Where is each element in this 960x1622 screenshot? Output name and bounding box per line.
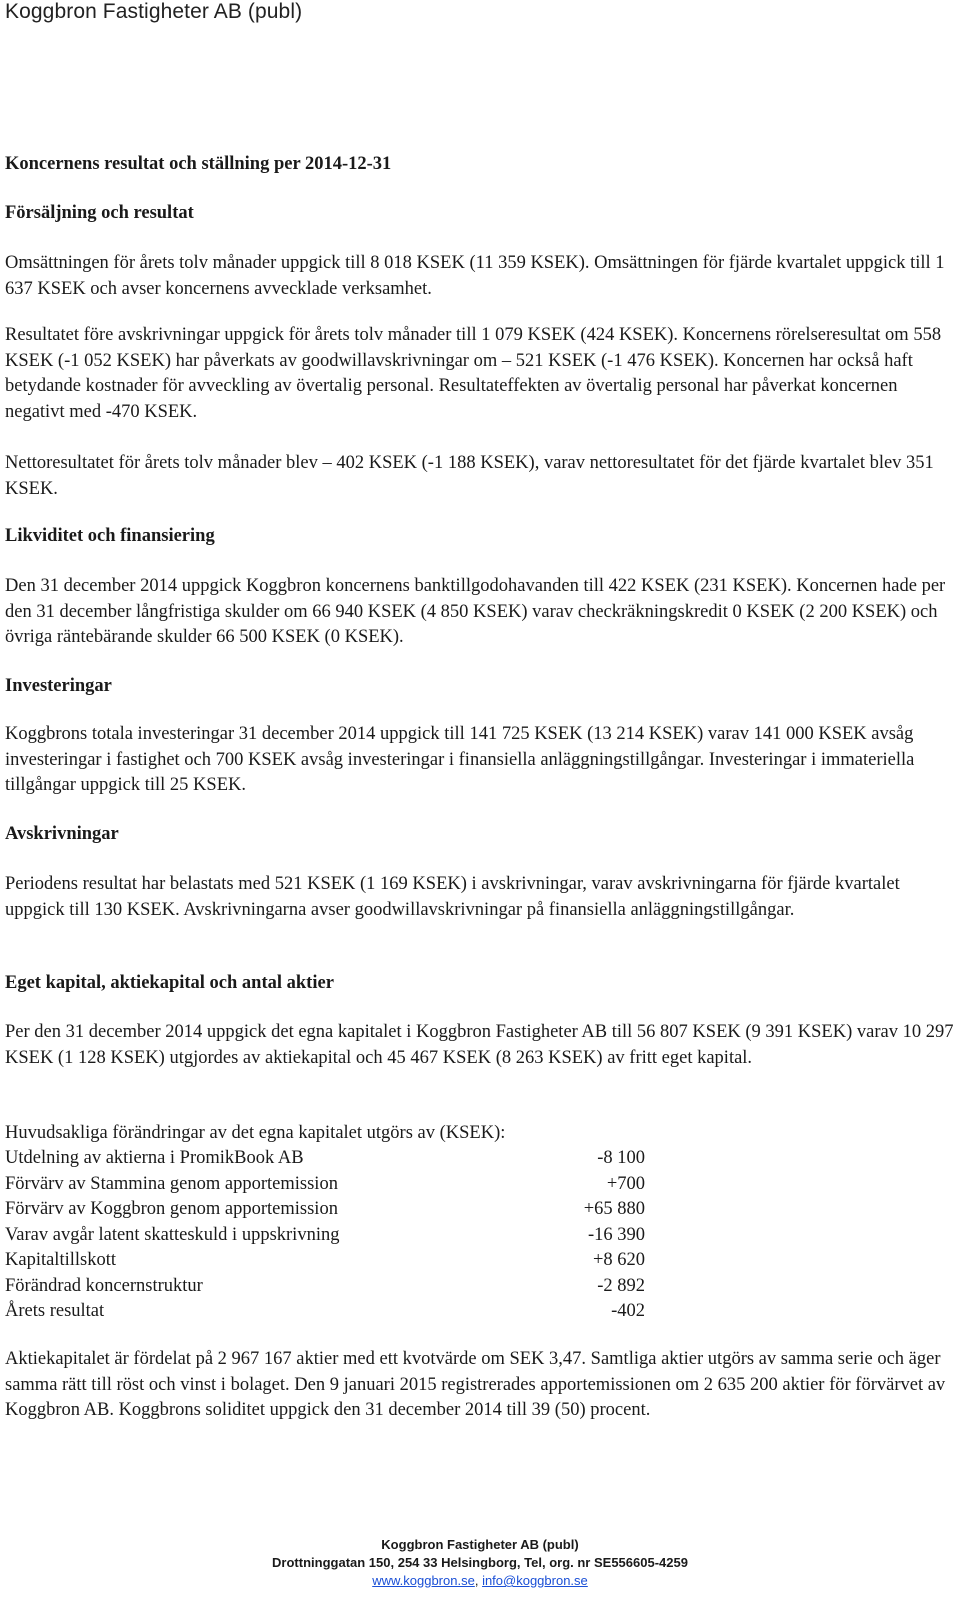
table-row — [5, 1299, 645, 1325]
liquidity-paragraph: Den 31 december 2014 uppgick Koggbron koncernens banktillgodohavanden till 422 KSEK (231 KSEK). Koncernen hade per den 31 december långfristiga skulder om 66 940 KSEK (4 850 KSEK) varav checkräkningskredit 0 KSEK (2 200 KSEK) och övriga räntebärande skulder 66 500 KSEK (0 KSEK). — [5, 576, 946, 647]
equity-paragraph-1: Per den 31 december 2014 uppgick det egna kapitalet i Koggbron Fastigheter AB till 56 807 KSEK (9 391 KSEK) varav 10 297 KSEK (1 128 KSEK) utgjordes av aktiekapital och 45 467 KSEK (8 263 KSEK) av fritt eget kapital. — [5, 1022, 954, 1068]
website-link[interactable]: www.koggbron.se — [372, 1573, 475, 1588]
change-value: -402 — [611, 1301, 645, 1321]
change-value: -16 390 — [587, 1224, 645, 1245]
depreciation-paragraph: Periodens resultat har belastats med 521 KSEK (1 169 KSEK) i avskrivningar, varav avskrivningarna för fjärde kvartalet uppgick till 130 KSEK. Avskrivningarna avser goodwillavskrivningar på finansiella anläggningstillgångar. — [5, 874, 900, 920]
equity-changes-table — [5, 1146, 645, 1325]
table-row — [5, 1197, 645, 1223]
table-row — [5, 1146, 645, 1172]
change-label: Förvärv av Stammina genom apportemission — [5, 1173, 338, 1194]
depreciation-heading: Avskrivningar — [5, 824, 119, 844]
table-row — [5, 1274, 645, 1300]
sales-paragraph-2: Resultatet före avskrivningar uppgick för årets tolv månader till 1 079 KSEK (424 KSEK). Koncernens rörelseresultat om 558 KSEK (-1 052 KSEK) har påverkats av goodwillavskrivningar om – 521 KSEK (-1 476 KSEK). Koncernen har också haft betydande kostnader för avveckling av övertalig personal. Resultateffekten av övertalig personal har påverkat koncernen negativt med -470 KSEK. — [5, 325, 942, 422]
change-label: Förvärv av Koggbron genom apportemission — [5, 1199, 338, 1219]
section-title: Koncernens resultat och ställning per 2014-12-31 — [5, 154, 392, 174]
change-value: +65 880 — [583, 1199, 645, 1219]
equity-heading: Eget kapital, aktiekapital och antal aktier — [5, 973, 334, 993]
footer-address: Drottninggatan 150, 254 33 Helsingborg, Tel, org. nr SE556605-4259 — [272, 1555, 688, 1570]
table-row — [5, 1172, 645, 1198]
link-separator: , — [474, 1573, 483, 1588]
table-row — [5, 1248, 645, 1274]
footer-links — [0, 1572, 960, 1590]
investments-heading: Investeringar — [5, 676, 112, 696]
table-row — [5, 1223, 645, 1249]
equity-paragraph-2: Aktiekapitalet är fördelat på 2 967 167 aktier med ett kvotvärde om SEK 3,47. Samtliga aktier utgörs av samma serie och äger samma rätt till röst och vinst i bolaget. Den 9 januari 2015 registrerades apportemissionen om 2 635 200 aktier för förvärvet av Koggbron AB. Koggbrons soliditet uppgick den 31 december 2014 till 39 (50) procent. — [5, 1349, 946, 1420]
change-label: Utdelning av aktierna i PromikBook AB — [5, 1148, 304, 1168]
change-label: Årets resultat — [5, 1301, 105, 1321]
footer-company: Koggbron Fastigheter AB (publ) — [381, 1537, 579, 1552]
change-label: Varav avgår latent skatteskuld i uppskrivning — [5, 1224, 340, 1245]
sales-paragraph-1: Omsättningen för årets tolv månader uppgick till 8 018 KSEK (11 359 KSEK). Omsättningen för fjärde kvartalet uppgick till 1 637 KSEK och avser koncernens avvecklade verksamhet. — [5, 253, 945, 299]
change-value: +8 620 — [592, 1250, 645, 1270]
change-value: +700 — [606, 1173, 645, 1194]
page-footer — [0, 1536, 960, 1590]
document-header: Koggbron Fastigheter AB (publ) — [5, 0, 303, 23]
change-value: -2 892 — [597, 1275, 645, 1296]
investments-paragraph: Koggbrons totala investeringar 31 december 2014 uppgick till 141 725 KSEK (13 214 KSEK) varav 141 000 KSEK avsåg investeringar i fastighet och 700 KSEK avsåg investeringar i finansiella anläggningstillgångar. Investeringar i immateriella tillgångar uppgick till 25 KSEK. — [5, 724, 915, 795]
equity-changes-intro: Huvudsakliga förändringar av det egna kapitalet utgörs av (KSEK): — [5, 1123, 506, 1143]
email-link[interactable]: info@koggbron.se — [482, 1573, 588, 1588]
sales-paragraph-3: Nettoresultatet för årets tolv månader blev – 402 KSEK (-1 188 KSEK), varav nettoresultatet för det fjärde kvartalet blev 351 KSEK. — [5, 453, 934, 499]
change-label: Förändrad koncernstruktur — [5, 1275, 203, 1296]
change-value: -8 100 — [597, 1148, 645, 1168]
liquidity-heading: Likviditet och finansiering — [5, 526, 215, 546]
change-label: Kapitaltillskott — [5, 1250, 116, 1270]
sales-heading: Försäljning och resultat — [5, 203, 194, 223]
